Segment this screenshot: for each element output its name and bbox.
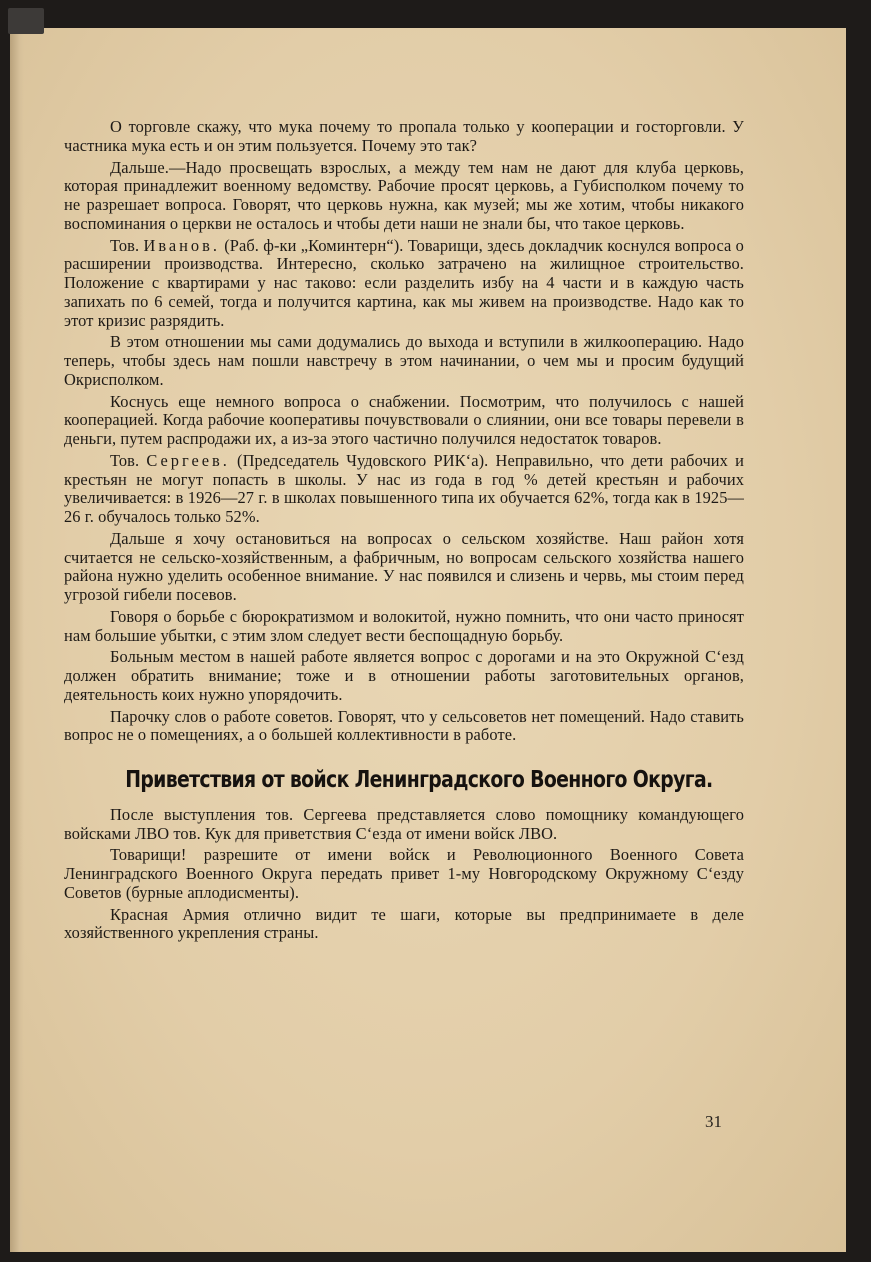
paragraph-ivanov — [64, 237, 744, 331]
speaker-name: Сергеев. — [146, 450, 230, 470]
speaker-prefix: Тов. — [110, 450, 147, 470]
page-number: 31 — [705, 1112, 722, 1131]
paragraph: Дальше я хочу остановиться на вопросах о сельском хозяйстве. Наш район хотя считается не сельско-хозяйственным, а фабричным, но вопросам сельского хозяйства нашего района нужно уделить особенное внимание. У нас появился и слизень и червь, мы стоим перед угрозой гибели посевов. — [64, 528, 744, 604]
binding-clip — [8, 8, 44, 34]
speech-text: (Раб. ф-ки „Коминтерн“). Товарищи, здесь докладчик коснулся вопроса о расширении производства. Интересно, сколько затрачено на жилищное строительство. Положение с квартирами у нас таково: если разделить избу на 4 части и в каждую часть запихать по 6 семей, тогда и получится картина, как мы живем на производстве. Надо как то этот кризис разрядить. — [64, 235, 744, 330]
paragraph: Красная Армия отлично видит те шаги, которые вы предпринимаете в деле хозяйственного укрепления страны. — [64, 904, 744, 943]
speaker-name: Иванов. — [143, 235, 220, 255]
page-spine-shadow — [10, 28, 24, 1252]
paragraph: Парочку слов о работе советов. Говорят, что у сельсоветов нет помещений. Надо ставить вопрос не о помещениях, а о большей коллективности в работе. — [64, 706, 744, 745]
paragraph: Коснусь еще немного вопроса о снабжении. Посмотрим, что получилось с нашей кооперацией. Когда рабочие кооперативы почувствовали о слиянии, они все товары перевели в деньги, путем распродажи их, а из-за этого частично получился недостаток товаров. — [64, 391, 744, 448]
paragraph: О торговле скажу, что мука почему то пропала только у кооперации и госторговли. У частника мука есть и он этим пользуется. Почему это так? — [64, 117, 744, 155]
paragraph: Товарищи! разрешите от имени войск и Революционного Военного Совета Ленинградского Военного Округа передать привет 1-му Новгородскому Окружному С‘езду Советов (бурные аплодисменты). — [64, 845, 744, 902]
paragraph: После выступления тов. Сергеева представляется слово помощнику командующего войсками ЛВО тов. Кук для приветствия С‘езда от имени войск ЛВО. — [64, 804, 744, 843]
paragraph: В этом отношении мы сами додумались до выхода и вступили в жилкооперацию. Надо теперь, чтобы здесь нам пошли навстречу в этом начинании, о чем мы и просим будущий Окрисполком. — [64, 332, 744, 389]
paragraph-sergeev — [64, 452, 744, 527]
speaker-prefix: Тов. — [110, 235, 144, 255]
paragraph: Говоря о борьбе с бюрократизмом и волокитой, нужно помнить, что они часто приносят нам большие убытки, с этим злом следует вести беспощадную борьбу. — [64, 606, 744, 645]
paragraph: Дальше.—Надо просвещать взрослых, а между тем нам не дают для клуба церковь, которая принадлежит военному ведомству. Рабочие просят церковь, а Губисполком почему то не разрешает вопроса. Говорят, что церковь нужна, как музей; мы же хотим, чтобы никакого воспоминания о церкви не осталось и чтобы дети наши не знали бы, что такое церковь. — [64, 157, 744, 233]
section-heading: Приветствия от войск Ленинградского Военного Округа. — [125, 767, 713, 793]
paragraph: Больным местом в нашей работе является вопрос с дорогами и на это Окружной С‘езд должен обратить внимание; тоже и в отношении работы заготовительных органов, деятельность коих нужно упорядочить. — [64, 647, 744, 704]
page-text — [64, 118, 744, 946]
speech-text: (Председатель Чудовского РИК‘а). Неправильно, что дети рабочих и крестьян не могут попасть в школы. У нас из года в год % детей крестьян и рабочих увеличивается: в 1926—27 г. в школах повышенного типа их обучается 62%, тогда как в 1925—26 г. обучалось только 52%. — [64, 450, 744, 526]
